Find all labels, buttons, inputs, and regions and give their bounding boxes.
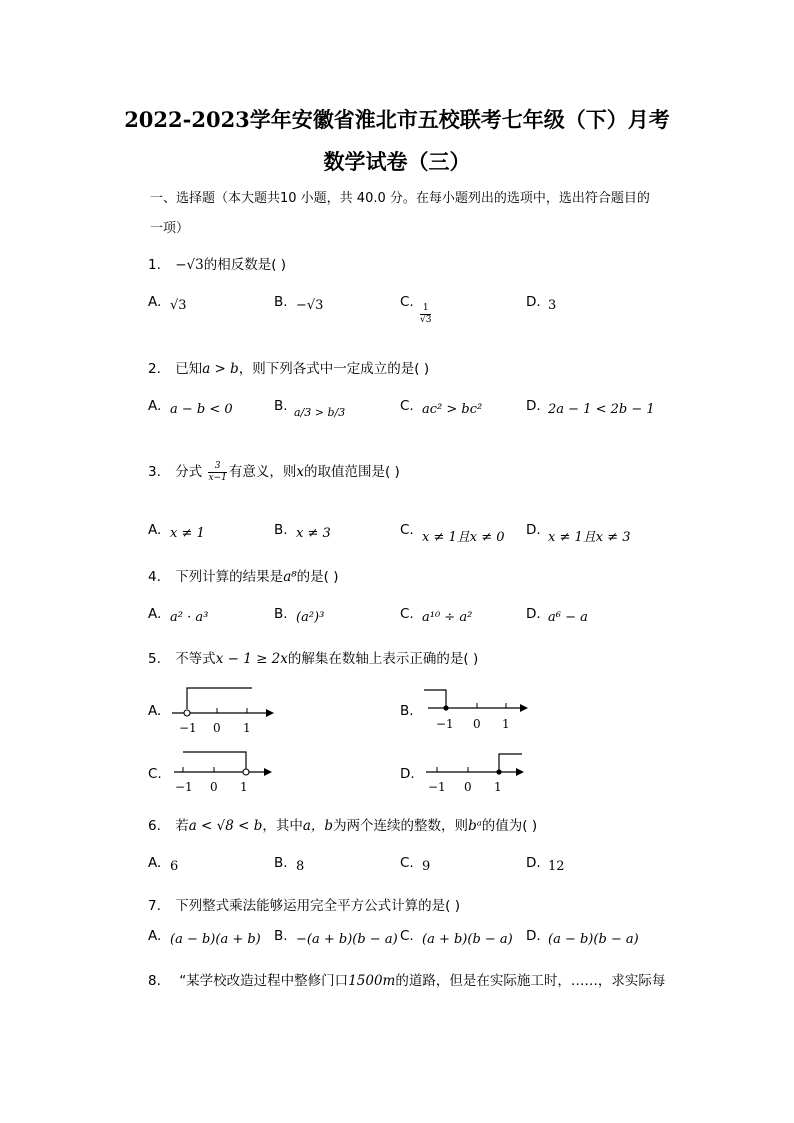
option-a: a² · a³ [170, 610, 209, 625]
question-math: a < √8 < b [188, 818, 263, 834]
option-a: x ≠ 1 [170, 526, 205, 541]
question-text: 下列计算的结果是 [175, 569, 284, 585]
option-label: D. [526, 928, 541, 944]
question-text: 下列整式乘法能够运用完全平方公式计算的是( ) [175, 898, 461, 914]
option-label: A. [148, 522, 162, 538]
number-line-b [422, 682, 534, 732]
question-text: 不等式 [175, 651, 216, 667]
option-b: (a²)³ [296, 610, 325, 625]
question-8 [148, 969, 665, 989]
question-number: 4. [148, 569, 161, 585]
fraction-denominator: √3 [420, 315, 432, 325]
option-label: D. [400, 766, 415, 782]
question-number: 6. [148, 818, 161, 834]
question-text: 的值为( ) [481, 818, 538, 834]
question-text: 有意义，则 [228, 464, 297, 480]
option-b: a/3 > b/3 [294, 406, 346, 419]
tick-label: 1 [494, 780, 502, 794]
option-d: (a − b)(b − a) [548, 932, 639, 947]
option-a: (a − b)(a + b) [170, 932, 261, 947]
option-c: (a + b)(b − a) [422, 932, 513, 947]
tick-label: −1 [179, 721, 197, 735]
tick-label: 0 [213, 721, 221, 735]
option-label: C. [400, 398, 414, 414]
question-math: a > b [202, 361, 239, 377]
page-title-line1: 2022-2023学年安徽省淮北市五校联考七年级（下）月考 [124, 107, 670, 132]
question-number: 7. [148, 898, 161, 914]
option-d: 3 [548, 298, 557, 313]
question-5 [148, 647, 478, 667]
option-label: B. [274, 522, 288, 538]
option-label: A. [148, 928, 162, 944]
option-c: ac² > bc² [422, 402, 483, 417]
tick-label: 1 [240, 780, 248, 794]
tick-label: −1 [175, 780, 193, 794]
option-a: √3 [170, 298, 187, 313]
option-a: a − b < 0 [170, 402, 233, 417]
option-label: A. [148, 606, 162, 622]
option-label: C. [400, 855, 414, 871]
question-text: “某学校改造过程中整修门口 [179, 973, 349, 989]
option-d: 2a − 1 < 2b − 1 [548, 402, 655, 417]
option-label: A. [148, 398, 162, 414]
question-math: a，b [302, 818, 334, 834]
option-c: x ≠ 1且x ≠ 0 [422, 530, 505, 545]
option-label: C. [400, 928, 414, 944]
option-label: A. [148, 855, 162, 871]
tick-label: 1 [243, 721, 251, 735]
question-text: 分式 [175, 464, 203, 480]
option-label: A. [148, 294, 162, 310]
option-label: B. [274, 398, 288, 414]
option-label: C. [400, 522, 414, 538]
question-number: 3. [148, 464, 161, 480]
option-a: 6 [170, 859, 179, 874]
option-label: B. [274, 606, 288, 622]
number-line-c [170, 746, 280, 796]
option-label: B. [274, 928, 288, 944]
question-text: ，其中 [262, 818, 303, 834]
option-b: 8 [296, 859, 305, 874]
question-3 [148, 460, 400, 484]
question-math: 1500m [348, 973, 396, 989]
section-header-line2: 一项） [150, 221, 190, 236]
section-header-line1: 一、选择题（本大题共10 小题，共 40.0 分。在每小题列出的选项中，选出符合题目的 [150, 191, 650, 206]
option-label: D. [526, 855, 541, 871]
question-6 [148, 814, 537, 834]
number-line-d [422, 746, 534, 796]
fraction-denominator: x−1 [208, 472, 227, 483]
fraction-numerator: 3 [208, 461, 226, 473]
question-1 [148, 253, 286, 273]
tick-label: 0 [473, 717, 481, 731]
option-c: a¹⁰ ÷ a² [422, 610, 473, 625]
option-label: D. [526, 606, 541, 622]
option-b: −(a + b)(b − a) [296, 932, 398, 947]
question-text: 为两个连续的整数，则 [333, 818, 469, 834]
question-2 [148, 357, 429, 377]
question-text: 的解集在数轴上表示正确的是( ) [287, 651, 479, 667]
option-b: x ≠ 3 [296, 526, 331, 541]
question-number: 2. [148, 361, 161, 377]
question-text: 的是( ) [296, 569, 339, 585]
question-text: ，则下列各式中一定成立的是( ) [238, 361, 430, 377]
option-c: 9 [422, 859, 431, 874]
option-label: B. [400, 703, 414, 719]
option-label: D. [526, 398, 541, 414]
question-math: bᵃ [468, 818, 482, 834]
option-d: a⁶ − a [548, 610, 588, 625]
question-text: 若 [175, 818, 189, 834]
tick-label: −1 [428, 780, 446, 794]
question-text: 已知 [175, 361, 203, 377]
option-label: C. [148, 766, 162, 782]
question-text: 的道路，但是在实际施工时，……，求实际每 [395, 973, 666, 989]
question-number: 1. [148, 257, 161, 273]
tick-label: −1 [436, 717, 454, 731]
question-math: x − 1 ≥ 2x [215, 651, 288, 667]
question-text: 的相反数是( ) [203, 257, 287, 273]
option-d: 12 [548, 859, 565, 874]
tick-label: 1 [502, 717, 510, 731]
option-label: B. [274, 855, 288, 871]
question-math: x [296, 464, 304, 480]
option-c-fraction [420, 303, 431, 326]
fraction-numerator: 1 [420, 303, 431, 315]
question-4 [148, 565, 338, 585]
question-number: 5. [148, 651, 161, 667]
question-text: 的取值范围是( ) [303, 464, 400, 480]
option-label: D. [526, 294, 541, 310]
option-label: D. [526, 522, 541, 538]
question-math: a⁸ [283, 569, 297, 585]
question-7 [148, 894, 460, 914]
number-line-a [170, 682, 280, 740]
option-label: C. [400, 294, 414, 310]
option-d: x ≠ 1且x ≠ 3 [548, 530, 631, 545]
option-label: A. [148, 703, 162, 719]
question-number: 8. [148, 973, 161, 989]
option-b: −√3 [296, 298, 324, 313]
question-math: −√3 [175, 257, 204, 273]
page-title-line2: 数学试卷（三） [323, 149, 471, 174]
tick-label: 0 [464, 780, 472, 794]
option-label: C. [400, 606, 414, 622]
tick-label: 0 [210, 780, 218, 794]
option-label: B. [274, 294, 288, 310]
